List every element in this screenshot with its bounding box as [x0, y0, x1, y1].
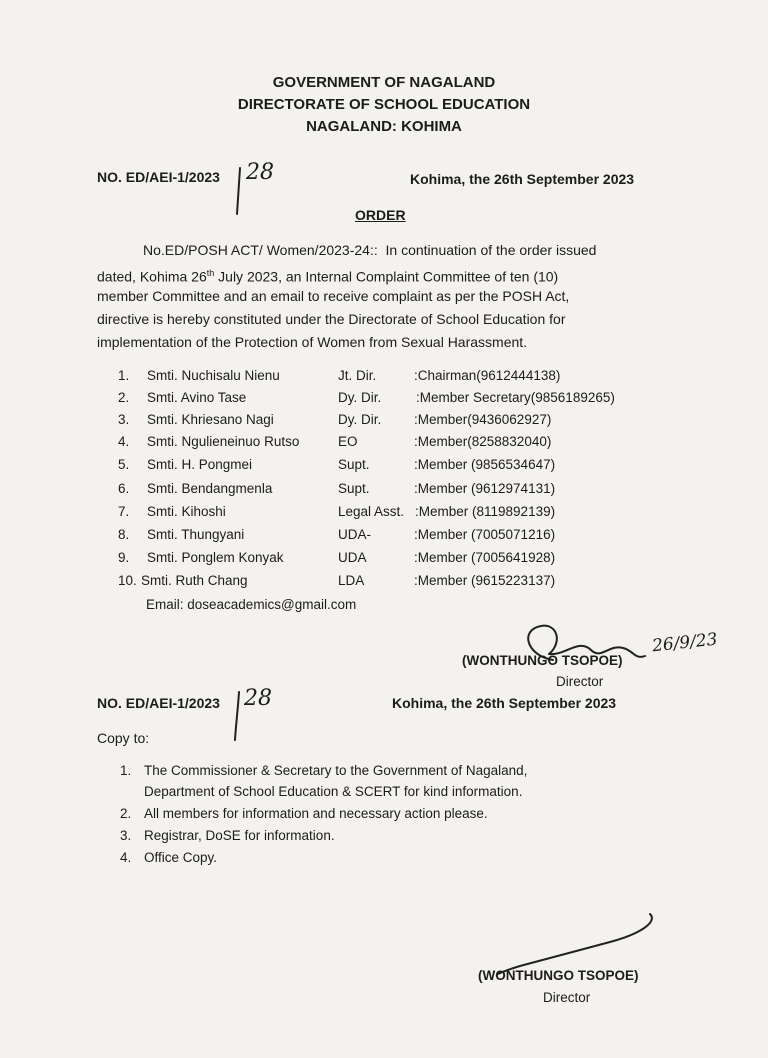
- order-reference-number: NO. ED/AEI-1/2023: [97, 169, 220, 185]
- member-role: :Member (9612974131): [414, 481, 556, 496]
- copy-item-number: 4.: [120, 850, 132, 865]
- body-line-5: implementation of the Protection of Women from Sexual Harassment.: [97, 334, 528, 350]
- body-text-2b: July 2023, an Internal Complaint Committee of ten (10): [218, 268, 559, 285]
- copy-item-text: The Commissioner & Secretary to the Government of Nagaland,: [144, 763, 528, 778]
- member-name: Smti. Thungyani: [147, 527, 245, 542]
- signatory-title: Director: [543, 990, 591, 1005]
- member-row: [118, 504, 678, 526]
- member-designation: UDA-: [338, 527, 371, 542]
- member-row: [118, 481, 678, 503]
- member-designation: Dy. Dir.: [338, 390, 382, 405]
- member-number: 5.: [118, 457, 130, 472]
- order-place-date: Kohima, the 26th September 2023: [410, 171, 635, 187]
- copy-place-date: Kohima, the 26th September 2023: [392, 695, 617, 711]
- member-designation: Dy. Dir.: [338, 412, 382, 427]
- member-designation: Supt.: [338, 457, 370, 472]
- member-name: Smti. Ruth Chang: [141, 573, 248, 588]
- member-row: [118, 390, 678, 412]
- handwritten-reference-number: 28: [246, 160, 274, 185]
- member-row: [118, 457, 678, 479]
- member-number: 8.: [118, 527, 130, 542]
- signature-handwritten-date: 26/9/23: [651, 629, 719, 657]
- member-number: 9.: [118, 550, 130, 565]
- copy-item-number: 1.: [120, 763, 132, 778]
- member-row: [118, 434, 678, 456]
- member-designation: Supt.: [338, 481, 370, 496]
- member-role: :Member Secretary(9856189265): [416, 390, 615, 405]
- member-number: 4.: [118, 434, 130, 449]
- body-line-4: directive is hereby constituted under the Directorate of School Education for: [97, 311, 566, 327]
- member-row: [118, 573, 678, 595]
- signatory-name: (WONTHUNGO TSOPOE): [478, 968, 639, 983]
- member-name: Smti. Khriesano Nagi: [147, 412, 274, 427]
- member-role: :Member(9436062927): [414, 412, 552, 427]
- copy-item-text: Department of School Education & SCERT for kind information.: [144, 784, 523, 799]
- member-name: Smti. Kihoshi: [147, 504, 226, 519]
- member-name: Smti. Ponglem Konyak: [147, 550, 284, 565]
- body-text-1: In continuation of the order issued: [385, 242, 597, 258]
- member-designation: EO: [338, 434, 358, 449]
- copy-item-number: 2.: [120, 806, 132, 821]
- signatory-name: (WONTHUNGO TSOPOE): [462, 653, 623, 668]
- member-row: [118, 550, 678, 572]
- order-ref-lead: No.ED/POSH ACT/ Women/2023-24::: [143, 242, 378, 258]
- copy-item-number: 3.: [120, 828, 132, 843]
- member-row: [118, 412, 678, 434]
- member-role: :Member(8258832040): [414, 434, 552, 449]
- member-designation: LDA: [338, 573, 365, 588]
- copy-reference-number: NO. ED/AEI-1/2023: [97, 695, 220, 711]
- header-directorate: DIRECTORATE OF SCHOOL EDUCATION: [237, 96, 531, 113]
- member-role: :Member (7005641928): [414, 550, 556, 565]
- member-number: 6.: [118, 481, 130, 496]
- body-text-2a: dated, Kohima 26: [97, 268, 207, 285]
- member-role: :Member (9856534647): [414, 457, 556, 472]
- copy-item-text: All members for information and necessary action please.: [144, 806, 488, 821]
- body-line-3: member Committee and an email to receive complaint as per the POSH Act,: [97, 288, 570, 304]
- member-role: :Member (7005071216): [414, 527, 556, 542]
- member-designation: Legal Asst.: [338, 504, 405, 519]
- order-title: ORDER: [355, 207, 406, 223]
- member-designation: Jt. Dir.: [338, 368, 377, 383]
- member-number: 7.: [118, 504, 130, 519]
- member-name: Smti. H. Pongmei: [147, 457, 253, 472]
- member-role: :Member (8119892139): [415, 504, 556, 519]
- signatory-title: Director: [556, 674, 604, 689]
- member-number: 10.: [118, 573, 137, 588]
- member-number: 3.: [118, 412, 130, 427]
- committee-email: Email: doseacademics@gmail.com: [146, 597, 357, 612]
- member-designation: UDA: [338, 550, 367, 565]
- member-role: :Member (9615223137): [414, 573, 556, 588]
- member-row: [118, 527, 678, 549]
- member-row: [118, 368, 678, 390]
- member-number: 1.: [118, 368, 130, 383]
- body-text-sup: th: [206, 268, 215, 278]
- member-name: Smti. Ngulieneinuo Rutso: [147, 434, 300, 449]
- member-name: Smti. Avino Tase: [147, 390, 247, 405]
- member-number: 2.: [118, 390, 130, 405]
- member-name: Smti. Nuchisalu Nienu: [147, 368, 280, 383]
- copy-item-text: Registrar, DoSE for information.: [144, 828, 335, 843]
- body-line-1: [143, 239, 596, 262]
- handwritten-reference-number: 28: [244, 686, 272, 711]
- header-government: GOVERNMENT OF NAGALAND: [272, 74, 496, 91]
- header-location: NAGALAND: KOHIMA: [306, 118, 462, 135]
- copy-to-label: Copy to:: [97, 730, 150, 746]
- copy-item-text: Office Copy.: [144, 850, 218, 865]
- member-name: Smti. Bendangmenla: [147, 481, 273, 496]
- member-role: :Chairman(9612444138): [414, 368, 561, 383]
